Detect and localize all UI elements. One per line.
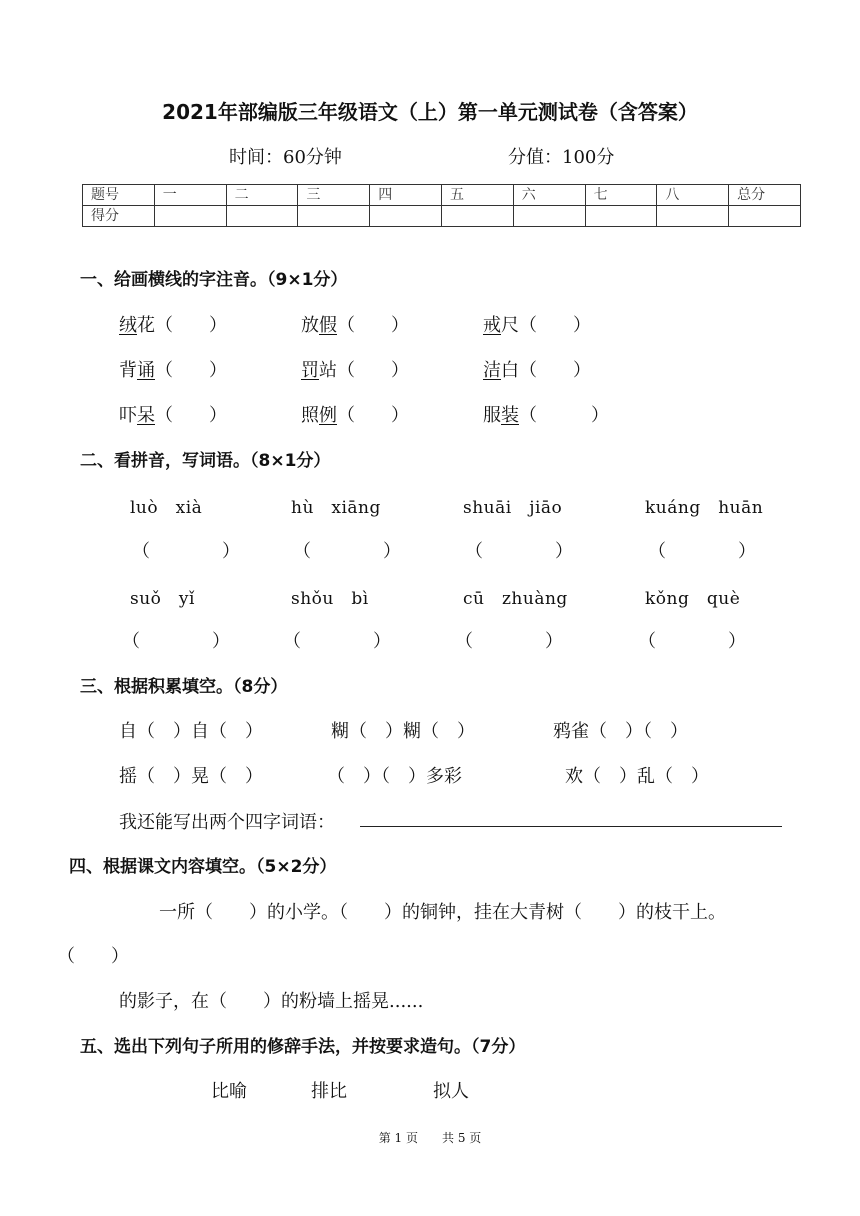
fill-item: 欢（ ）乱（ ）	[565, 766, 709, 787]
time-label: 时间：60分钟	[229, 147, 342, 168]
table-cell: 八	[657, 185, 729, 206]
answer-blank[interactable]: （ ）	[648, 541, 756, 562]
table-cell: 三	[298, 185, 370, 206]
phonetic-item: 背诵（ ）	[119, 360, 227, 381]
phonetic-item: 服装（ ）	[483, 405, 609, 426]
fill-item: 糊（ ）糊（ ）	[331, 721, 475, 742]
phonetic-item: 戒尺（ ）	[483, 315, 591, 336]
pinyin-text: cū zhuàng	[463, 589, 568, 609]
table-cell: 题号	[83, 185, 155, 206]
pinyin-text: kuáng huān	[645, 498, 764, 518]
passage-line-3: 的影子，在（ ）的粉墙上摇晃......	[119, 991, 424, 1012]
table-cell: 得分	[83, 206, 155, 227]
score-cell[interactable]	[729, 206, 801, 227]
score-cell[interactable]	[441, 206, 513, 227]
idiom-answer-line[interactable]	[360, 826, 782, 827]
score-cell[interactable]	[298, 206, 370, 227]
table-cell: 总分	[729, 185, 801, 206]
rhetoric-option: 排比	[311, 1081, 347, 1102]
score-cell[interactable]	[585, 206, 657, 227]
table-cell: 五	[441, 185, 513, 206]
score-cell[interactable]	[370, 206, 442, 227]
answer-blank[interactable]: （ ）	[465, 541, 573, 562]
section-2-title: 二、看拼音，写词语。（8×1分）	[80, 451, 331, 471]
table-cell: 二	[226, 185, 298, 206]
score-cell[interactable]	[513, 206, 585, 227]
section-1-title: 一、给画横线的字注音。（9×1分）	[80, 270, 348, 290]
passage-line-1: 一所（ ）的小学。（ ）的铜钟，挂在大青树（ ）的枝干上。	[159, 902, 726, 923]
table-cell: 六	[513, 185, 585, 206]
section-4-title: 四、根据课文内容填空。（5×2分）	[69, 857, 337, 877]
answer-blank[interactable]: （ ）	[638, 631, 746, 652]
score-label: 分值：100分	[508, 147, 615, 168]
phonetic-item: 照例（ ）	[301, 405, 409, 426]
score-cell[interactable]	[657, 206, 729, 227]
pinyin-text: kǒng què	[645, 589, 741, 609]
answer-blank[interactable]: （ ）	[283, 631, 391, 652]
extra-idiom-prompt: 我还能写出两个四字词语：	[119, 812, 335, 833]
phonetic-item: 吓呆（ ）	[119, 405, 227, 426]
pinyin-text: shǒu bì	[291, 589, 369, 609]
fill-item: 摇（ ）晃（ ）	[119, 766, 263, 787]
rhetoric-option: 拟人	[433, 1081, 469, 1102]
answer-blank[interactable]: （ ）	[293, 541, 401, 562]
fill-item: （ ）（ ）多彩	[327, 766, 462, 787]
pinyin-text: suǒ yǐ	[130, 589, 195, 609]
table-cell: 四	[370, 185, 442, 206]
score-table-score-row	[83, 206, 801, 227]
pinyin-text: shuāi jiāo	[463, 498, 563, 518]
phonetic-item: 罚站（ ）	[301, 360, 409, 381]
rhetoric-option: 比喻	[211, 1081, 247, 1102]
fill-item: 自（ ）自（ ）	[119, 721, 263, 742]
section-3-title: 三、根据积累填空。（8分）	[80, 677, 288, 697]
passage-line-2: （ ）	[57, 946, 129, 967]
score-cell[interactable]	[226, 206, 298, 227]
table-cell: 七	[585, 185, 657, 206]
fill-item: 鸦雀（ ）（ ）	[553, 721, 688, 742]
score-table-header-row	[83, 185, 801, 206]
phonetic-item: 绒花（ ）	[119, 315, 227, 336]
table-cell: 一	[154, 185, 226, 206]
phonetic-item: 放假（ ）	[301, 315, 409, 336]
answer-blank[interactable]: （ ）	[122, 631, 230, 652]
pinyin-text: hù xiāng	[291, 498, 381, 518]
score-table	[82, 184, 801, 227]
section-5-title: 五、选出下列句子所用的修辞手法，并按要求造句。（7分）	[80, 1037, 526, 1057]
answer-blank[interactable]: （ ）	[132, 541, 240, 562]
score-cell[interactable]	[154, 206, 226, 227]
page-title: 2021年部编版三年级语文（上）第一单元测试卷（含答案）	[162, 100, 698, 124]
answer-blank[interactable]: （ ）	[455, 631, 563, 652]
pinyin-text: luò xià	[130, 498, 203, 518]
phonetic-item: 洁白（ ）	[483, 360, 591, 381]
page-footer: 第 1 页 共 5 页	[378, 1131, 482, 1145]
